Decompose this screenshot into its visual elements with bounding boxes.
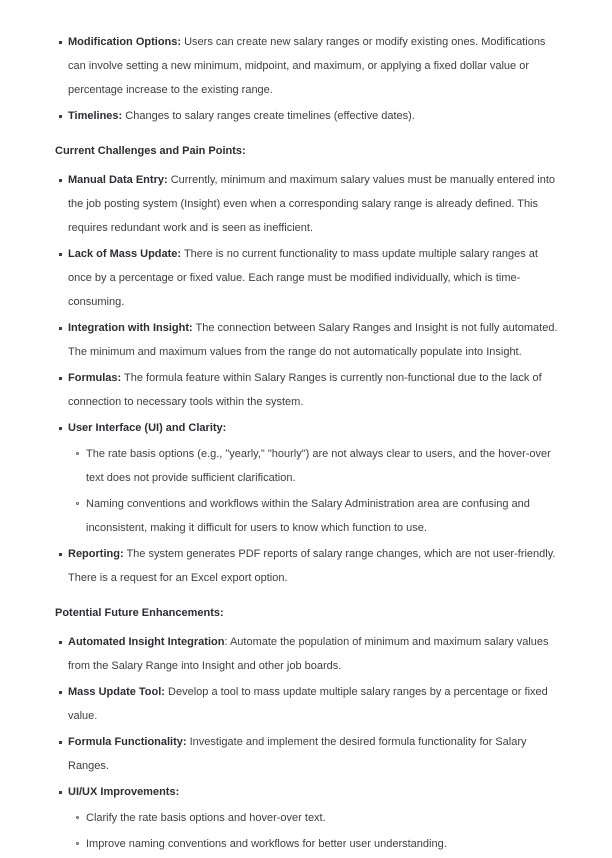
list-item-lead: Mass Update Tool: [68,686,165,698]
list-item-text: Automate the population of minimum and maximum salary values from the Salary Range into Insight and other job boards. [68,636,549,672]
section-heading: Potential Future Enhancements: [55,607,224,619]
sub-list-item: Naming conventions and workflows within the Salary Administration area are confusing and inconsistent, making it difficult for users to know which function to use. [73,492,560,540]
list-item [55,366,560,414]
list-item-lead: Timelines: [68,110,123,122]
list-item-lead: Automated Insight Integration [68,636,225,648]
document-content [55,30,560,858]
list-item-text: The system generates PDF reports of salary range changes, which are not user-friendly. There is a request for an Excel export option. [68,548,556,584]
section-heading: Current Challenges and Pain Points: [55,145,246,157]
sub-bullet-wrapper [73,806,560,856]
list-item [55,630,560,678]
list-item-text: The formula feature within Salary Ranges is currently non-functional due to the lack of connection to necessary tools within the system. [68,372,542,408]
list-item-lead: Modification Options: [68,36,182,48]
list-item [55,730,560,778]
sub-list-item: Clarify the rate basis options and hover-over text. [73,806,560,830]
list-item-lead: Formula Functionality: [68,736,187,748]
bullet-list [55,30,560,128]
sub-list-item: Improve naming conventions and workflows for better user understanding. [73,832,560,856]
list-item [55,168,560,240]
list-item [55,316,560,364]
list-item-lead: Lack of Mass Update: [68,248,182,260]
list-item [55,416,560,540]
list-item-lead: Formulas: [68,372,122,384]
sub-bullet-list [73,806,560,856]
list-item-lead: Integration with Insight: [68,322,193,334]
sub-bullet-wrapper [73,442,560,540]
sub-list-item: The rate basis options (e.g., "yearly," "hourly") are not always clear to users, and the hover-over text does not provide sufficient clarification. [73,442,560,490]
list-item-text: Users can create new salary ranges or modify existing ones. Modifications can involve setting a new minimum, midpoint, and maximum, or applying a fixed dollar value or percentage increase to the existing range. [68,36,546,96]
list-item [55,542,560,590]
list-item [55,780,560,856]
list-item-lead: Reporting: [68,548,124,560]
list-item-text: There is no current functionality to mass update multiple salary ranges at once by a percentage or fixed value. Each range must be modified individually, which is time-consuming. [68,248,538,308]
sub-bullet-list [73,442,560,540]
list-item-lead: Manual Data Entry: [68,174,168,186]
list-item-lead: User Interface (UI) and Clarity: [68,422,227,434]
list-item [55,30,560,102]
bullet-list [55,168,560,590]
bullet-list [55,630,560,856]
list-item-text: Changes to salary ranges create timelines (effective dates). [122,110,415,122]
list-item-lead-colon: : [224,636,228,648]
list-item-text: Develop a tool to mass update multiple salary ranges by a percentage or fixed value. [68,686,548,722]
list-item [55,104,560,128]
list-item-text: Currently, minimum and maximum salary values must be manually entered into the job posting system (Insight) even when a corresponding salary range is already defined. This requires redundant work and is seen as inefficient. [68,174,556,234]
list-item [55,680,560,728]
list-item-lead: UI/UX Improvements: [68,786,180,798]
list-item [55,242,560,314]
list-item-text: The connection between Salary Ranges and Insight is not fully automated. The minimum and maximum values from the range do not automatically populate into Insight. [68,322,558,358]
list-item-text: Investigate and implement the desired formula functionality for Salary Ranges. [68,736,527,772]
